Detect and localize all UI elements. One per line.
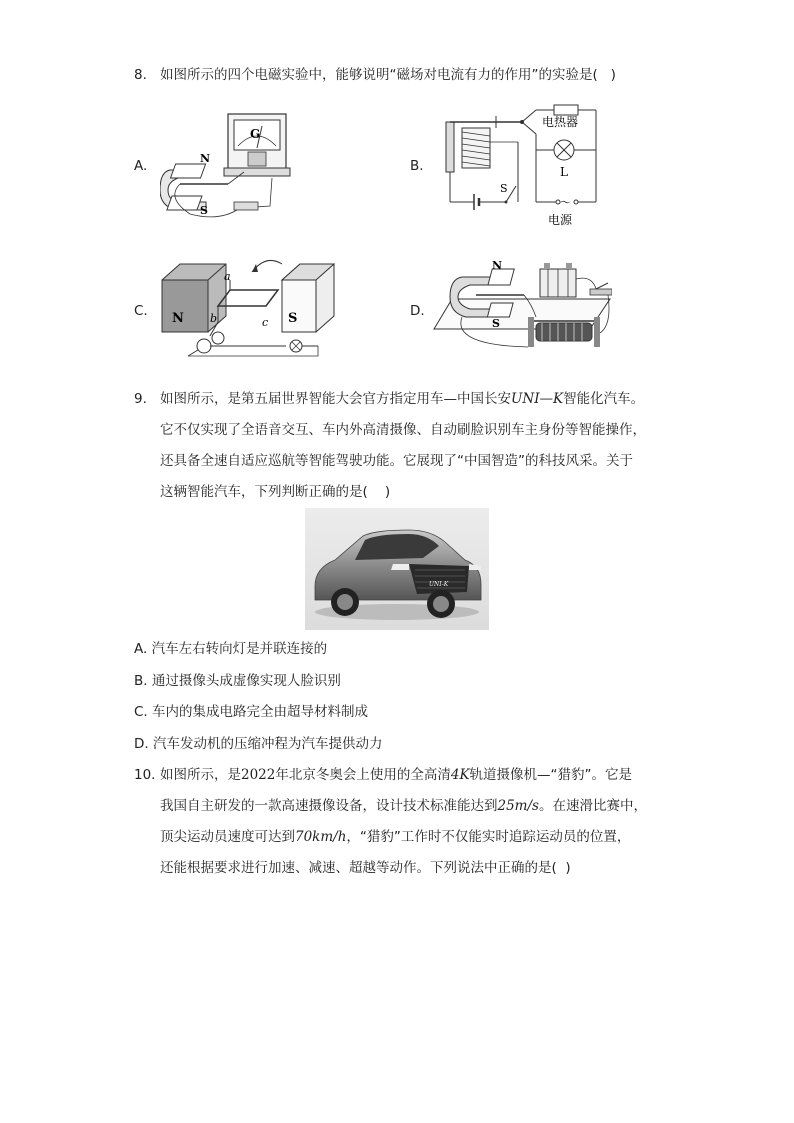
q9-option-d: D. 汽车发动机的压缩冲程为汽车提供动力 — [134, 736, 383, 752]
q10-4k: 4K — [450, 767, 470, 783]
fig-d-n-label: N — [492, 259, 503, 272]
q10-l2-b: 。在速滑比赛中， — [538, 798, 647, 814]
q10-l3-b: ，“猎豹”工作时不仅能实时追踪运动员的位置， — [346, 829, 631, 845]
fig-a-n-label: N — [200, 152, 211, 165]
fig-a-s-label: S — [200, 204, 208, 217]
q9-car-image — [305, 508, 489, 630]
q10-l1-a: 如图所示，是 — [160, 767, 241, 783]
q8-option-b-label: B. — [410, 158, 424, 174]
fig-d-s-label: S — [492, 317, 500, 330]
q8-option-a-label: A. — [134, 158, 148, 174]
q10-line-2 — [160, 797, 647, 815]
q8-option-d-label: D. — [410, 303, 425, 319]
fig-c-c-label: c — [262, 316, 269, 329]
q8-figure-c — [158, 250, 343, 366]
fig-c-n-label: N — [172, 311, 184, 326]
q10-l1-c: 轨道摄像机—“猎豹”。它是 — [469, 767, 633, 783]
q9-model-text: UNI—K — [511, 391, 564, 407]
q10-l3-a: 顶尖运动员速度可达到 — [160, 829, 295, 845]
q9-line-3: 还具备全速自适应巡航等智能驾驶功能。它展现了“中国智造”的科技风采。关于 — [160, 453, 633, 469]
q10-line-3 — [160, 828, 630, 846]
q9-line-1-text: 如图所示，是第五届世界智能大会官方指定用车—中国长安 — [160, 391, 511, 407]
fig-c-s-label: S — [288, 311, 298, 326]
q8-stem: 如图所示的四个电磁实验中，能够说明“磁场对电流有力的作用”的实验是( ) — [160, 67, 616, 83]
q8-figure-d — [432, 255, 612, 365]
q9-line-2: 它不仅实现了全语音交互、车内外高清摄像、自动刷脸识别车主身份等智能操作， — [160, 422, 646, 438]
fig-a-g-label: G — [250, 127, 261, 141]
q8-figure-b — [436, 102, 606, 228]
q10-speed-2: 70km/h — [295, 829, 347, 845]
q8-figure-a — [160, 108, 295, 223]
q10-speed-1: 25m/s — [497, 798, 539, 814]
fig-b-lamp-label: L — [560, 165, 568, 179]
q10-number: 10. — [134, 767, 156, 783]
q9-line-1-tail: 智能化汽车。 — [563, 391, 645, 407]
q10-year: 2022 — [241, 767, 276, 783]
fig-c-a-label: a — [224, 270, 231, 283]
q8-number: 8. — [134, 67, 147, 83]
q9-line-1 — [160, 390, 644, 408]
fig-b-ac-symbol: ～ — [560, 196, 571, 209]
q8-option-c-label: C. — [134, 303, 148, 319]
fig-b-switch-label: S — [500, 182, 508, 195]
q9-option-b: B. 通过摄像头成虚像实现人脸识别 — [134, 673, 341, 689]
q9-line-4: 这辆智能汽车，下列判断正确的是( ) — [160, 484, 391, 500]
q10-l2-a: 我国自主研发的一款高速摄像设备，设计技术标准能达到 — [160, 798, 498, 814]
fig-b-heater-label: 电热器 — [542, 115, 579, 129]
q10-line-1 — [160, 766, 632, 784]
q10-l1-b: 年北京冬奥会上使用的全高清 — [275, 767, 451, 783]
q9-number: 9. — [134, 391, 147, 407]
fig-c-b-label: b — [210, 312, 218, 325]
q10-line-4: 还能根据要求进行加速、减速、超越等动作。下列说法中正确的是( ) — [160, 860, 571, 876]
q9-option-a: A. 汽车左右转向灯是并联连接的 — [134, 641, 328, 657]
q9-option-c: C. 车内的集成电路完全由超导材料制成 — [134, 704, 369, 720]
fig-b-power-label: 电源 — [548, 213, 573, 227]
q9-car-badge: UNI-K — [429, 581, 449, 588]
